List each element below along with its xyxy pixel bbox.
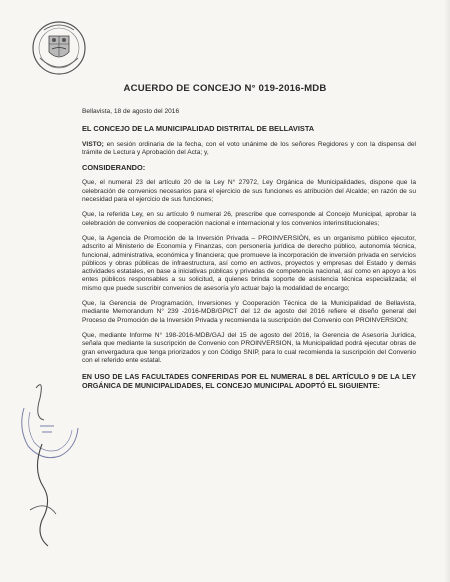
closing-statement: EN USO DE LAS FACULTADES CONFERIDAS POR EL NUMERAL 8 DEL ARTÍCULO 9 DE LA LEY ORGÁNICA DE MUNICIPALIDADES, EL CONCEJO MUNICIPAL ADOPTÓ EL SIGUIENTE:: [82, 372, 416, 391]
visto-paragraph: [82, 141, 416, 158]
municipal-seal-icon: [30, 18, 88, 80]
signature-icon: [12, 440, 76, 550]
date-line: Bellavista, 18 de agosto del 2016: [82, 108, 180, 115]
paragraph-3: Que, la Agencia de Promoción de la Inversión Privada – PROINVERSIÓN, es un organismo público ejecutor, adscrito al Ministerio de Economía y Finanzas, con personería jurídica de derecho público, autonomía técnica, funcional, administrativa, económica y financiera; que promueve la incorporación de inversión privada en servicios públicos y obras públicas de infraestructura, así como en activos, proyectos y empresas del Estado y demás actividades estatales, en base a iniciativas públicas y privadas de competencia nacional, así como en apoyo a los entes públicos responsables a su solicitud, a quienes brinda soporte de asistencia técnica especializada; el mismo que puede suscribir convenios de asesoría y/o actuar bajo la modalidad de encargo;: [82, 234, 416, 292]
page-edge-shadow: [444, 0, 450, 582]
considerando-heading: CONSIDERANDO:: [82, 163, 146, 173]
council-heading: EL CONCEJO DE LA MUNICIPALIDAD DISTRITAL DE BELLAVISTA: [82, 124, 315, 134]
page-title: ACUERDO DE CONCEJO N° 019-2016-MDB: [123, 83, 327, 94]
paragraph-2: Que, la referida Ley, en su artículo 9 numeral 26, prescribe que corresponde al Concejo Municipal, aprobar la celebración de convenios de cooperación nacional e internacional y los convenios interinstitucionales;: [82, 211, 416, 227]
document-body: [82, 108, 416, 398]
visto-label: VISTO;: [82, 140, 104, 148]
paragraph-5: Que, mediante Informe N° 198-2016-MDB/GAJ del 15 de agosto del 2016, la Gerencia de Asesoría Jurídica, señala que mediante la suscripción de Convenio con PROINVERSION, la Municipalidad podrá ejecutar obras de gran envergadura que tenga priorizados y con Código SNIP, para lo cual recomienda la suscripción del Convenio con el referido ente estatal.: [82, 331, 416, 364]
visto-text: en sesión ordinaria de la fecha, con el voto unánime de los señores Regidores y con la dispensa del trámite de Lectura y Aprobación del Acta; y,: [82, 140, 416, 156]
paragraph-4: Que, la Gerencia de Programación, Inversiones y Cooperación Técnica de la Municipalidad de Bellavista, mediante Memorandum N° 239 -2016-MDB/GPICT del 12 de agosto del 2016 refiere el diseño general del Proceso de Promoción de la Inversión Privada y recomienda la suscripción del Convenio con PROINVERSION;: [82, 300, 416, 324]
paragraph-1: Que, el numeral 23 del artículo 20 de la Ley N° 27972, Ley Orgánica de Municipalidades, dispone que la celebración de convenios necesarios para el ejercicio de sus funciones es atribución del Alcalde; en razón de su necesidad para el ejercicio de sus funciones;: [82, 179, 416, 204]
